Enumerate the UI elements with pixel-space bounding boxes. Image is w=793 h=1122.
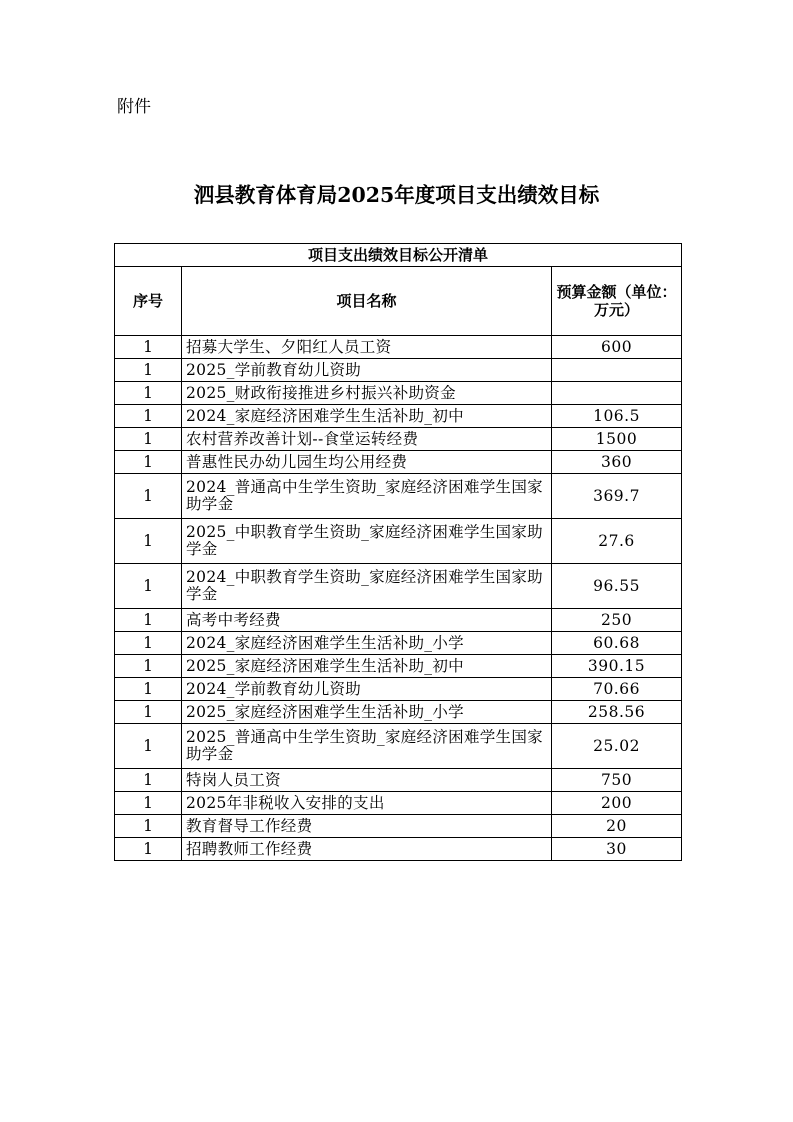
row-name: 招募大学生、夕阳红人员工资 bbox=[182, 336, 552, 359]
row-amount: 20 bbox=[552, 815, 682, 838]
row-name: 招聘教师工作经费 bbox=[182, 838, 552, 861]
table-row bbox=[115, 451, 682, 474]
table-row bbox=[115, 655, 682, 678]
row-amount: 390.15 bbox=[552, 655, 682, 678]
header-name: 项目名称 bbox=[182, 267, 552, 336]
row-amount: 106.5 bbox=[552, 405, 682, 428]
row-name: 2024_中职教育学生资助_家庭经济困难学生国家助学金 bbox=[182, 564, 552, 609]
row-seq: 1 bbox=[115, 609, 182, 632]
row-name: 2025_家庭经济困难学生生活补助_初中 bbox=[182, 655, 552, 678]
row-amount: 600 bbox=[552, 336, 682, 359]
row-seq: 1 bbox=[115, 382, 182, 405]
row-name: 2025_财政衔接推进乡村振兴补助资金 bbox=[182, 382, 552, 405]
row-name: 特岗人员工资 bbox=[182, 769, 552, 792]
row-name: 2025年非税收入安排的支出 bbox=[182, 792, 552, 815]
row-seq: 1 bbox=[115, 792, 182, 815]
table-row bbox=[115, 632, 682, 655]
row-seq: 1 bbox=[115, 724, 182, 769]
row-amount: 360 bbox=[552, 451, 682, 474]
row-seq: 1 bbox=[115, 359, 182, 382]
row-seq: 1 bbox=[115, 678, 182, 701]
row-seq: 1 bbox=[115, 428, 182, 451]
row-seq: 1 bbox=[115, 769, 182, 792]
table-row bbox=[115, 815, 682, 838]
row-name: 2024_家庭经济困难学生生活补助_初中 bbox=[182, 405, 552, 428]
row-amount: 60.68 bbox=[552, 632, 682, 655]
table-row bbox=[115, 838, 682, 861]
table-row bbox=[115, 678, 682, 701]
table-row bbox=[115, 474, 682, 519]
table-row bbox=[115, 769, 682, 792]
document-title: 泗县教育体育局2025年度项目支出绩效目标 bbox=[193, 183, 600, 207]
table-row bbox=[115, 382, 682, 405]
row-amount: 258.56 bbox=[552, 701, 682, 724]
row-name: 高考中考经费 bbox=[182, 609, 552, 632]
row-amount: 30 bbox=[552, 838, 682, 861]
row-amount: 1500 bbox=[552, 428, 682, 451]
row-amount: 200 bbox=[552, 792, 682, 815]
row-name: 农村营养改善计划--食堂运转经费 bbox=[182, 428, 552, 451]
row-seq: 1 bbox=[115, 474, 182, 519]
row-name: 2024_学前教育幼儿资助 bbox=[182, 678, 552, 701]
row-name: 2024_家庭经济困难学生生活补助_小学 bbox=[182, 632, 552, 655]
row-seq: 1 bbox=[115, 451, 182, 474]
header-seq: 序号 bbox=[115, 267, 182, 336]
row-amount bbox=[552, 382, 682, 405]
table-row bbox=[115, 564, 682, 609]
row-name: 普惠性民办幼儿园生均公用经费 bbox=[182, 451, 552, 474]
row-amount: 70.66 bbox=[552, 678, 682, 701]
row-seq: 1 bbox=[115, 838, 182, 861]
row-name: 2025_中职教育学生资助_家庭经济困难学生国家助学金 bbox=[182, 519, 552, 564]
table-row bbox=[115, 336, 682, 359]
table-row bbox=[115, 428, 682, 451]
table-row bbox=[115, 701, 682, 724]
row-amount: 27.6 bbox=[552, 519, 682, 564]
budget-table bbox=[114, 243, 682, 861]
attachment-label: 附件 bbox=[117, 97, 151, 117]
header-amount: 预算金额（单位：万元） bbox=[552, 267, 682, 336]
table-row bbox=[115, 359, 682, 382]
table-row bbox=[115, 405, 682, 428]
row-name: 教育督导工作经费 bbox=[182, 815, 552, 838]
row-name: 2025_普通高中生学生资助_家庭经济困难学生国家助学金 bbox=[182, 724, 552, 769]
row-seq: 1 bbox=[115, 336, 182, 359]
row-seq: 1 bbox=[115, 564, 182, 609]
row-amount: 750 bbox=[552, 769, 682, 792]
row-name: 2025_家庭经济困难学生生活补助_小学 bbox=[182, 701, 552, 724]
row-amount: 250 bbox=[552, 609, 682, 632]
row-name: 2025_学前教育幼儿资助 bbox=[182, 359, 552, 382]
row-seq: 1 bbox=[115, 701, 182, 724]
row-name: 2024_普通高中生学生资助_家庭经济困难学生国家助学金 bbox=[182, 474, 552, 519]
row-amount: 96.55 bbox=[552, 564, 682, 609]
row-seq: 1 bbox=[115, 632, 182, 655]
row-seq: 1 bbox=[115, 815, 182, 838]
table-caption: 项目支出绩效目标公开清单 bbox=[115, 244, 682, 267]
table-row bbox=[115, 724, 682, 769]
row-seq: 1 bbox=[115, 519, 182, 564]
row-seq: 1 bbox=[115, 405, 182, 428]
row-amount: 25.02 bbox=[552, 724, 682, 769]
row-amount: 369.7 bbox=[552, 474, 682, 519]
row-amount bbox=[552, 359, 682, 382]
row-seq: 1 bbox=[115, 655, 182, 678]
table-row bbox=[115, 609, 682, 632]
table-row bbox=[115, 792, 682, 815]
table-row bbox=[115, 519, 682, 564]
